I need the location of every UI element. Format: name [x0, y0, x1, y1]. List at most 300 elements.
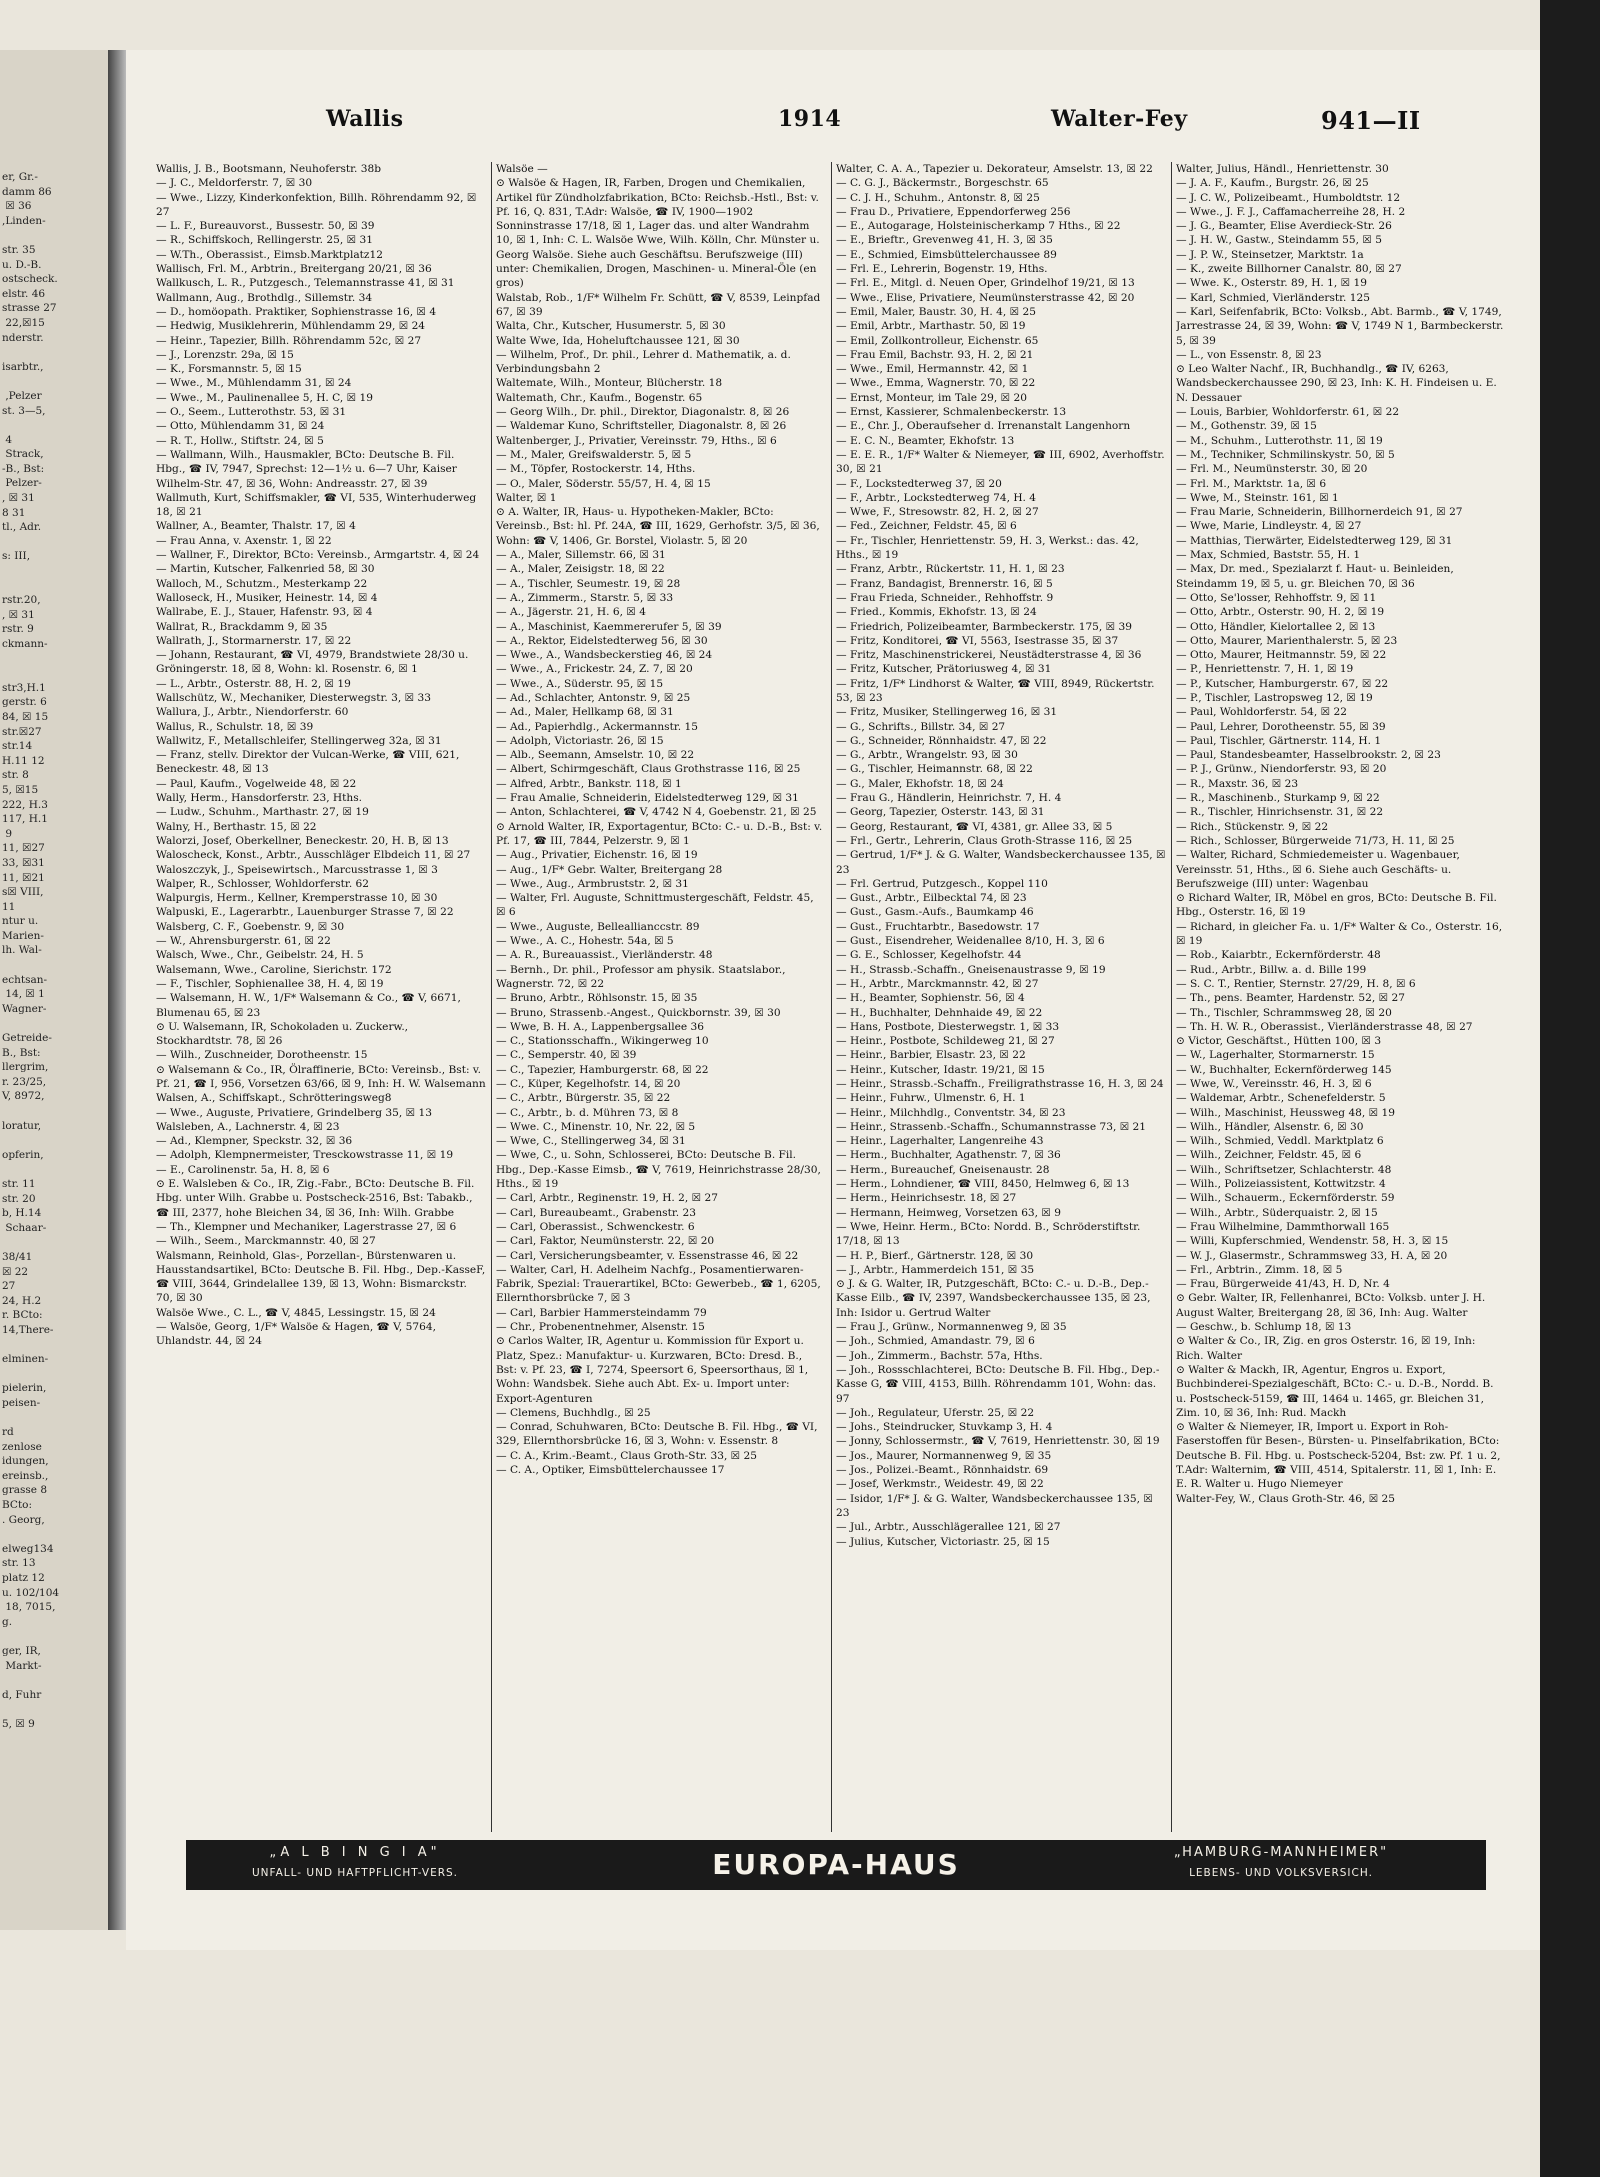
directory-entry: — Wwe, W., Vereinsstr. 46, H. 3, ☒ 6	[1176, 1078, 1372, 1090]
directory-entry: — Frau D., Privatiere, Eppendorferweg 256	[836, 205, 1071, 218]
directory-entry: Walloch, M., Schutzm., Mesterkamp 22	[156, 577, 368, 590]
directory-entry: ⊙ Carlos Walter, IR, Agentur u. Kommission für Export u. Platz, Spez.: Manufaktur- u. Kurzwaren, BCto: Dresd. B., Bst: v. Pf. 23, ☎ I, 7274, Speersort 6, Speersorthaus, ☒ 1, Wohn: Wandsbek. Siehe auch Abt. Ex- u. Import unter: Export-Agenturen	[496, 1335, 809, 1405]
directory-entry: Walny, H., Berthastr. 15, ☒ 22	[156, 820, 317, 833]
directory-entry: — Heinr., Kutscher, Idastr. 19/21, ☒ 15	[836, 1063, 1045, 1076]
directory-entry: — A., Maschinist, Kaemmererufer 5, ☒ 39	[496, 620, 722, 633]
directory-entry: — C. A., Optiker, Eimsbüttelerchaussee 17	[496, 1464, 725, 1477]
directory-entry: — C., Arbtr., Bürgerstr. 35, ☒ 22	[496, 1092, 671, 1105]
ad-albingia-title: „A L B I N G I A"	[269, 1845, 441, 1860]
directory-entry: Walsch, Wwe., Chr., Geibelstr. 24, H. 5	[156, 949, 364, 962]
directory-entry: Walsöe Wwe., C. L., ☎ V, 4845, Lessingstr. 15, ☒ 24	[156, 1306, 436, 1319]
directory-entry: Wallisch, Frl. M., Arbtrin., Breitergang 20/21, ☒ 36	[156, 263, 432, 276]
directory-entry: — H., Buchhalter, Dehnhaide 49, ☒ 22	[836, 1006, 1043, 1019]
directory-entry: — D., homöopath. Praktiker, Sophienstrasse 16, ☒ 4	[156, 305, 437, 318]
directory-entry: — Fritz, Maschinenstrickerei, Neustädterstrasse 4, ☒ 36	[836, 649, 1142, 662]
directory-entry: — Carl, Barbier Hammersteindamm 79	[496, 1306, 707, 1319]
directory-entry: Wallner, A., Beamter, Thalstr. 17, ☒ 4	[156, 520, 356, 533]
column-3	[836, 162, 1166, 1832]
directory-entry: — Otto, Händler, Kielortallee 2, ☒ 13	[1176, 620, 1376, 633]
directory-entry: — Otto, Arbtr., Osterstr. 90, H. 2, ☒ 19	[1176, 606, 1385, 619]
directory-entry: — C., Küper, Kegelhofstr. 14, ☒ 20	[496, 1078, 681, 1090]
header-right: Walter-Fey	[1051, 106, 1188, 132]
directory-entry: — F., Tischler, Sophienallee 38, H. 4, ☒ 19	[156, 977, 384, 990]
directory-entry: — Wwe, Marie, Lindleystr. 4, ☒ 27	[1176, 520, 1362, 533]
directory-entry: Walter, Julius, Händl., Henriettenstr. 30	[1176, 163, 1389, 175]
directory-entry: — Albert, Schirmgeschäft, Claus Grothstrasse 116, ☒ 25	[496, 763, 801, 776]
directory-entry: — Heinr., Milchhdlg., Conventstr. 34, ☒ 23	[836, 1106, 1066, 1119]
directory-entry: ⊙ Gebr. Walter, IR, Fellenhanrei, BCto: Volksb. unter J. H. August Walter, Breitergang 28, ☒ 36, Inh: Aug. Walter	[1176, 1292, 1486, 1319]
directory-entry: — Willi, Kupferschmied, Wendenstr. 58, H. 3, ☒ 15	[1176, 1235, 1449, 1248]
directory-entry: — E., Chr. J., Oberaufseher d. Irrenanstalt Langenhorn	[836, 420, 1131, 433]
directory-entry: — Jos., Maurer, Normannenweg 9, ☒ 35	[836, 1449, 1052, 1462]
directory-entry: — Carl, Oberassist., Schwenckestr. 6	[496, 1220, 695, 1233]
directory-entry: — L. F., Bureauvorst., Bussestr. 50, ☒ 39	[156, 220, 375, 233]
directory-entry: — Frl. E., Lehrerin, Bogenstr. 19, Hths.	[836, 263, 1048, 276]
directory-entry: — Waldemar Kuno, Schriftsteller, Diagonalstr. 8, ☒ 26	[496, 420, 787, 433]
directory-entry: — Paul, Standesbeamter, Hasselbrookstr. 2, ☒ 23	[1176, 749, 1441, 762]
directory-entry: — Wwe., M., Mühlendamm 31, ☒ 24	[156, 377, 352, 390]
directory-page	[126, 50, 1540, 1950]
directory-entry: — Carl, Arbtr., Reginenstr. 19, H. 2, ☒ 27	[496, 1192, 718, 1205]
directory-entry: — K., Forsmannstr. 5, ☒ 15	[156, 363, 302, 376]
directory-entry: — Emil, Zollkontrolleur, Eichenstr. 65	[836, 334, 1039, 347]
directory-entry: — Georg, Restaurant, ☎ VI, 4381, gr. Allee 33, ☒ 5	[836, 820, 1113, 833]
directory-entry: — G., Maler, Ekhofstr. 18, ☒ 24	[836, 777, 1004, 790]
directory-entry: — Wwe., Auguste, Privatiere, Grindelberg 35, ☒ 13	[156, 1106, 432, 1119]
directory-entry: — Joh., Zimmerm., Bachstr. 57a, Hths.	[836, 1349, 1043, 1362]
directory-entry: ⊙ J. & G. Walter, IR, Putzgeschäft, BCto: C.- u. D.-B., Dep.-Kasse Eilb., ☎ IV, 2397, Wandsbeckerchaussee 135, ☒ 23, Inh: Isidor u. Gertrud Walter	[836, 1278, 1151, 1319]
directory-entry: — C. G. J., Bäckermstr., Borgeschstr. 65	[836, 177, 1049, 190]
directory-entry: — G., Schneider, Rönnhaidstr. 47, ☒ 22	[836, 734, 1047, 747]
directory-entry: Wallrabe, E. J., Stauer, Hafenstr. 93, ☒ 4	[156, 606, 373, 619]
directory-entry: Walper, R., Schlosser, Wohldorferstr. 62	[156, 877, 370, 890]
directory-entry: — Wilhelm, Prof., Dr. phil., Lehrer d. Mathematik, a. d. Verbindungsbahn 2	[496, 348, 791, 376]
directory-entry: Walsberg, C. F., Goebenstr. 9, ☒ 30	[156, 920, 345, 933]
directory-entry: — W. J., Glasermstr., Schrammsweg 33, H. A, ☒ 20	[1176, 1249, 1448, 1262]
directory-entry: — Frl., Arbtrin., Zimm. 18, ☒ 5	[1176, 1263, 1343, 1276]
directory-entry: — Wilh., Arbtr., Süderquaistr. 2, ☒ 15	[1176, 1206, 1378, 1219]
directory-entry: — E., Autogarage, Holsteinischerkamp 7 Hths., ☒ 22	[836, 220, 1121, 233]
directory-entry: — Heinr., Postbote, Schildeweg 21, ☒ 27	[836, 1035, 1055, 1048]
directory-entry: — Isidor, 1/F* J. & G. Walter, Wandsbeckerchaussee 135, ☒ 23	[836, 1492, 1153, 1519]
directory-entry: — R. T., Hollw., Stiftstr. 24, ☒ 5	[156, 434, 324, 447]
column-2	[496, 162, 826, 1832]
directory-entry: — Louis, Barbier, Wohldorferstr. 61, ☒ 22	[1176, 406, 1400, 419]
directory-entry: — R., Tischler, Hinrichsenstr. 31, ☒ 22	[1176, 806, 1384, 819]
directory-entry: — A., Maler, Sillemstr. 66, ☒ 31	[496, 549, 666, 562]
directory-entry: — Heinr., Tapezier, Billh. Röhrendamm 52c, ☒ 27	[156, 334, 422, 347]
directory-entry: — M., Techniker, Schmilinskystr. 50, ☒ 5	[1176, 448, 1395, 461]
directory-entry: — Wwe, B. H. A., Lappenbergsallee 36	[496, 1020, 704, 1033]
directory-entry: — E. C. N., Beamter, Ekhofstr. 13	[836, 434, 1015, 447]
directory-entry: — Wwe., A. C., Hohestr. 54a, ☒ 5	[496, 935, 674, 948]
directory-entry: — J., Lorenzstr. 29a, ☒ 15	[156, 348, 294, 361]
directory-entry: — Gust., Arbtr., Eilbecktal 74, ☒ 23	[836, 892, 1027, 905]
directory-entry: — J. H. W., Gastw., Steindamm 55, ☒ 5	[1176, 234, 1382, 247]
directory-entry: — Georg Wilh., Dr. phil., Direktor, Diagonalstr. 8, ☒ 26	[496, 406, 790, 419]
directory-entry: — Wwe. K., Osterstr. 89, H. 1, ☒ 19	[1176, 277, 1367, 290]
directory-entry: — Hermann, Heimweg, Vorsetzen 63, ☒ 9	[836, 1206, 1062, 1219]
directory-entry: — Frau Emil, Bachstr. 93, H. 2, ☒ 21	[836, 348, 1034, 361]
directory-entry: — H., Arbtr., Marckmannstr. 42, ☒ 27	[836, 977, 1039, 990]
directory-entry: — Heinr., Fuhrw., Ulmenstr. 6, H. 1	[836, 1092, 1026, 1105]
directory-entry: — L., von Essenstr. 8, ☒ 23	[1176, 348, 1322, 361]
directory-entry: — Wilh., Maschinist, Heussweg 48, ☒ 19	[1176, 1106, 1395, 1119]
directory-entry: Walsmann, Reinhold, Glas-, Porzellan-, Bürstenwaren u. Hausstandsartikel, BCto: Deutsche B. Fil. Hbg., Dep.-KasseF, ☎ VIII, 3644, Grindelallee 139, ☒ 13, Wohn: Bismarckstr. 70, ☒ 30	[156, 1249, 486, 1305]
directory-entry: — J. A. F., Kaufm., Burgstr. 26, ☒ 25	[1176, 177, 1369, 190]
directory-entry: — Friedrich, Polizeibeamter, Barmbeckerstr. 175, ☒ 39	[836, 620, 1132, 633]
directory-entry: — A., Zimmerm., Starstr. 5, ☒ 33	[496, 591, 674, 604]
directory-entry: — E., Brieftr., Grevenweg 41, H. 3, ☒ 35	[836, 234, 1053, 247]
directory-entry: Wallmann, Aug., Brothdlg., Sillemstr. 34	[156, 291, 373, 304]
directory-entry: — Wwe., Elise, Privatiere, Neumünsterstrasse 42, ☒ 20	[836, 291, 1135, 304]
directory-entry: — Anton, Schlachterei, ☎ V, 4742 N 4, Goebenstr. 21, ☒ 25	[496, 806, 817, 819]
directory-entry: — C., Stationsschaffn., Wikingerweg 10	[496, 1035, 709, 1048]
directory-entry: — Walter, Frl. Auguste, Schnittmustergeschäft, Feldstr. 45, ☒ 6	[496, 892, 814, 919]
directory-entry: Waltemath, Chr., Kaufm., Bogenstr. 65	[496, 391, 703, 404]
directory-entry: — H. P., Bierf., Gärtnerstr. 128, ☒ 30	[836, 1249, 1034, 1262]
directory-entry: — Joh., Regulateur, Uferstr. 25, ☒ 22	[836, 1406, 1035, 1419]
directory-entry: — J., Arbtr., Hammerdeich 151, ☒ 35	[836, 1263, 1035, 1276]
directory-entry: — Josef, Werkmstr., Weidestr. 49, ☒ 22	[836, 1478, 1044, 1491]
directory-entry: — A., Rektor, Eidelstedterweg 56, ☒ 30	[496, 634, 708, 647]
directory-entry: — Franz, Arbtr., Rückertstr. 11, H. 1, ☒ 23	[836, 563, 1065, 576]
directory-entry: — G., Tischler, Heimannstr. 68, ☒ 22	[836, 763, 1033, 776]
directory-entry: ⊙ Walsöe & Hagen, IR, Farben, Drogen und Chemikalien, Artikel für Zündholzfabrikation, BCto: Reichsb.-Hstl., Bst: v. Pf. 16, Q. 831, T.Adr: Walsöe, ☎ IV, 1900—1902 Sonninstrasse 17/18, ☒ 1, Lager das. und alter Wandrahm 10, ☒ 1, Inh: C. L. Walsöe Wwe, Wilh. Kölln, Chr. Münster u. Georg Walsöe. Siehe auch Geschäftsu. Berufszweige (III) unter: Chemikalien, Drogen, Maschinen- u. Mineral-Öle (en gros)	[496, 177, 820, 290]
directory-entry: — Aug., Privatier, Eichenstr. 16, ☒ 19	[496, 849, 698, 862]
directory-entry: — W., Ahrensburgerstr. 61, ☒ 22	[156, 935, 331, 948]
directory-entry: ⊙ Arnold Walter, IR, Exportagentur, BCto: C.- u. D.-B., Bst: v. Pf. 17, ☎ III, 7844, Pelzerstr. 9, ☒ 1	[496, 820, 823, 847]
directory-entry: — Otto, Mühlendamm 31, ☒ 24	[156, 420, 325, 433]
directory-entry: — C., Arbtr., b. d. Mühren 73, ☒ 8	[496, 1106, 679, 1119]
directory-entry: — W., Buchhalter, Eckernförderweg 145	[1176, 1063, 1392, 1076]
directory-entry: — Paul, Wohldorferstr. 54, ☒ 22	[1176, 706, 1347, 719]
directory-entry: — Wilh., Schauerm., Eckernförderstr. 59	[1176, 1192, 1395, 1205]
directory-entry: — Otto, Se'losser, Rehhoffstr. 9, ☒ 11	[1176, 591, 1377, 604]
directory-entry: — P. J., Grünw., Niendorferstr. 93, ☒ 20	[1176, 763, 1387, 776]
directory-entry: — Frau Anna, v. Axenstr. 1, ☒ 22	[156, 534, 332, 547]
directory-entry: — Johann, Restaurant, ☎ VI, 4979, Brandstwiete 28/30 u. Gröningerstr. 18, ☒ 8, Wohn: kl. Rosenstr. 6, ☒ 1	[156, 649, 469, 676]
directory-entry: — Wwe. C., Minenstr. 10, Nr. 22, ☒ 5	[496, 1120, 696, 1133]
directory-entry: — Herm., Bureauchef, Gneisenaustr. 28	[836, 1163, 1050, 1176]
directory-entry: ⊙ E. Walsleben & Co., IR, Zig.-Fabr., BCto: Deutsche B. Fil. Hbg. unter Wilh. Grabbe u. Postscheck-2516, Bst: Tabakb., ☎ III, 2377, hohe Bleichen 34, ☒ 36, Inh: Wilh. Grabbe	[156, 1178, 475, 1219]
directory-entry: — Frau Marie, Schneiderin, Billhornerdeich 91, ☒ 27	[1176, 506, 1463, 519]
directory-entry: — G., Schrifts., Billstr. 34, ☒ 27	[836, 720, 1006, 733]
directory-entry: Wallschütz, W., Mechaniker, Diesterwegstr. 3, ☒ 33	[156, 691, 431, 704]
directory-entry: — Franz, Bandagist, Brennerstr. 16, ☒ 5	[836, 577, 1053, 590]
left-page-text: er, Gr.- damm 86 ☒ 36 ,Linden- str. 35 u. D.-B. ostscheck. elstr. 46 strasse 27 22,☒15 nderstr. isarbtr., ,Pelzer st. 3—5, 4 Strack, -B., Bst: Pelzer- , ☒ 31 8 31 tl., Adr. s: III, rstr.20, , ☒ 31 rstr. 9 ckmann- str3,H.1 gerstr. 6 84, ☒ 15 str.☒27 str.14 H.11 12 str. 8 5, ☒15 222, H.3 117, H.1 9 11, ☒27 33, ☒31 11, ☒21 s☒ VIII, 11 ntur u. Marien- lh. Wal- echtsan- 14, ☒ 1 Wagner- Getreide- B., Bst: llergrim, r. 23/25, V, 8972, loratur, opferin, str. 11 str. 20 b, H.14 Schaar- 38/41 ☒ 22 27 24, H.2 r. BCto: 14,There- elminen- pielerin, peisen- rd zenlose idungen, ereinsb., grasse 8 BCto: . Georg, elweg134 str. 13 platz 12 u. 102/104 18, 7015, g. ger, IR, Markt- d, Fuhr 5, ☒ 9	[2, 171, 60, 1730]
directory-entry: — Fritz, Konditorei, ☎ VI, 5563, Isestrasse 35, ☒ 37	[836, 634, 1119, 647]
directory-entry: — Th. H. W. R., Oberassist., Vierländerstrasse 48, ☒ 27	[1176, 1020, 1473, 1033]
directory-entry: Walsemann, Wwe., Caroline, Sierichstr. 172	[156, 963, 392, 976]
directory-entry: — Bruno, Strassenb.-Angest., Quickbornstr. 39, ☒ 30	[496, 1006, 781, 1019]
directory-entry: Wallis, J. B., Bootsmann, Neuhoferstr. 38b	[156, 163, 382, 175]
directory-entry: — Wwe, Heinr. Herm., BCto: Nordd. B., Schröderstiftstr. 17/18, ☒ 13	[836, 1220, 1141, 1248]
directory-entry: — Wallner, F., Direktor, BCto: Vereinsb., Armgartstr. 4, ☒ 24	[156, 549, 480, 562]
directory-entry: — F., Arbtr., Lockstedterweg 74, H. 4	[836, 491, 1037, 504]
directory-entry: — Bernh., Dr. phil., Professor am physik. Staatslabor., Wagnerstr. 72, ☒ 22	[496, 963, 786, 990]
directory-entry: Walte Wwe, Ida, Hoheluftchaussee 121, ☒ 30	[496, 334, 740, 347]
directory-entry: — Frau Frieda, Schneider., Rehhoffstr. 9	[836, 591, 1054, 604]
directory-entry: — Ludw., Schuhm., Marthastr. 27, ☒ 19	[156, 806, 369, 819]
ad-europa-haus: EUROPA-HAUS	[712, 1848, 960, 1881]
directory-entry: — L., Arbtr., Osterstr. 88, H. 2, ☒ 19	[156, 677, 351, 690]
directory-entry: — Wwe, F., Stresowstr. 82, H. 2, ☒ 27	[836, 506, 1039, 519]
directory-entry: — C., Semperstr. 40, ☒ 39	[496, 1049, 637, 1062]
directory-entry: — Adolph, Klempnermeister, Tresckowstrasse 11, ☒ 19	[156, 1149, 454, 1162]
directory-entry: — Wwe., J. F. J., Caffamacherreihe 28, H. 2	[1176, 205, 1406, 218]
directory-entry: — Karl, Schmied, Vierländerstr. 125	[1176, 291, 1370, 304]
directory-entry: — C., Tapezier, Hamburgerstr. 68, ☒ 22	[496, 1063, 709, 1076]
directory-entry: — Th., Tischler, Schrammsweg 28, ☒ 20	[1176, 1006, 1392, 1019]
directory-entry: — G., Arbtr., Wrangelstr. 93, ☒ 30	[836, 749, 1018, 762]
directory-entry: — Paul, Tischler, Gärtnerstr. 114, H. 1	[1176, 734, 1382, 747]
directory-entry: — H., Strassb.-Schaffn., Gneisenaustrasse 9, ☒ 19	[836, 963, 1106, 976]
directory-entry: — Wwe., A., Wandsbeckerstieg 46, ☒ 24	[496, 649, 713, 662]
directory-entry: — Frl. M., Marktstr. 1a, ☒ 6	[1176, 477, 1327, 490]
directory-entry: — Karl, Seifenfabrik, BCto: Volksb., Abt. Barmb., ☎ V, 1749, Jarrestrasse 24, ☒ 39, Wohn: ☎ V, 1749 N 1, Barmbeckerstr. 5, ☒ 39	[1176, 305, 1504, 347]
directory-entry: Walsleben, A., Lachnerstr. 4, ☒ 23	[156, 1120, 340, 1133]
directory-entry: — Ad., Klempner, Speckstr. 32, ☒ 36	[156, 1135, 353, 1148]
directory-entry: — Ad., Schlachter, Antonstr. 9, ☒ 25	[496, 691, 691, 704]
directory-entry: — E. E. R., 1/F* Walter & Niemeyer, ☎ III, 6902, Averhoffstr. 30, ☒ 21	[836, 448, 1165, 476]
directory-entry: — Wwe, C., u. Sohn, Schlosserei, BCto: Deutsche B. Fil. Hbg., Dep.-Kasse Eimsb., ☎ V, 7619, Heinrichstrasse 28/30, Hths., ☒ 19	[496, 1149, 821, 1191]
directory-entry: ⊙ Leo Walter Nachf., IR, Buchhandlg., ☎ IV, 6263, Wandsbeckerchaussee 290, ☒ 23, Inh: K. H. Findeisen u. E. N. Dessauer	[1176, 363, 1497, 404]
directory-entry: — Heinr., Strassb.-Schaffn., Freiligrathstrasse 16, H. 3, ☒ 24	[836, 1078, 1164, 1090]
directory-entry: — Ad., Maler, Hellkamp 68, ☒ 31	[496, 706, 674, 719]
directory-columns	[156, 162, 1516, 1832]
directory-entry: — Alb., Seemann, Amselstr. 10, ☒ 22	[496, 749, 695, 762]
directory-entry: — Gust., Eisendreher, Weidenallee 8/10, H. 3, ☒ 6	[836, 935, 1105, 948]
directory-entry: — J. G., Beamter, Elise Averdieck-Str. 26	[1176, 220, 1392, 233]
directory-entry: — Frau Amalie, Schneiderin, Eidelstedterweg 129, ☒ 31	[496, 792, 799, 805]
directory-entry: — Rich., Stückenstr. 9, ☒ 22	[1176, 820, 1329, 833]
directory-entry: — Jos., Polizei.-Beamt., Rönnhaidstr. 69	[836, 1464, 1049, 1477]
directory-entry: — Herm., Buchhalter, Agathenstr. 7, ☒ 36	[836, 1149, 1061, 1162]
directory-entry: — R., Maschinenb., Sturkamp 9, ☒ 22	[1176, 792, 1380, 805]
directory-entry: — Wilh., Zeichner, Feldstr. 45, ☒ 6	[1176, 1149, 1362, 1162]
directory-entry: — Carl, Versicherungsbeamter, v. Essenstrasse 46, ☒ 22	[496, 1249, 799, 1262]
directory-entry: — M., Töpfer, Rostockerstr. 14, Hths.	[496, 463, 696, 476]
directory-entry: — Joh., Schmied, Amandastr. 79, ☒ 6	[836, 1335, 1035, 1348]
directory-entry: Waltemate, Wilh., Monteur, Blücherstr. 18	[496, 377, 723, 390]
directory-entry: ⊙ Walter & Niemeyer, IR, Import u. Export in Roh-Faserstoffen für Besen-, Bürsten- u. Pinselfabrikation, BCto: Deutsche B. Fil. Hbg. u. Postscheck-5204, Bst: zw. Pf. 1 u. 2, T.Adr: Walternim, ☎ VIII, 4514, Spitalerstr. 11, ☒ 1, Inh: E. E. R. Walter u. Hugo Niemeyer	[1176, 1421, 1501, 1491]
directory-entry: — Richard, in gleicher Fa. u. 1/F* Walter & Co., Osterstr. 16, ☒ 19	[1176, 920, 1503, 948]
directory-entry: — Carl, Faktor, Neumünsterstr. 22, ☒ 20	[496, 1235, 715, 1248]
directory-entry: — Conrad, Schuhwaren, BCto: Deutsche B. Fil. Hbg., ☎ VI, 329, Ellernthorsbrücke 16, ☒ 3, Wohn: v. Essenstr. 8	[496, 1421, 818, 1448]
directory-entry: — Fritz, Kutscher, Prätoriusweg 4, ☒ 31	[836, 663, 1052, 676]
directory-entry: Walta, Chr., Kutscher, Husumerstr. 5, ☒ 30	[496, 320, 726, 333]
directory-entry: — Walter, Richard, Schmiedemeister u. Wagenbauer, Vereinsstr. 51, Hths., ☒ 6. Siehe auch Geschäfts- u. Berufszweige (III) unter: Wagenbau	[1176, 849, 1460, 890]
directory-entry: Wallus, R., Schulstr. 18, ☒ 39	[156, 720, 314, 733]
directory-entry: — Jonny, Schlossermstr., ☎ V, 7619, Henriettenstr. 30, ☒ 19	[836, 1435, 1160, 1448]
advertisement-banner	[186, 1840, 1486, 1890]
directory-entry: — S. C. T., Rentier, Sternstr. 27/29, H. 8, ☒ 6	[1176, 977, 1416, 990]
column-4	[1176, 162, 1506, 1832]
directory-entry: — M., Gothenstr. 39, ☒ 15	[1176, 420, 1317, 433]
directory-entry: Walsen, A., Schiffskapt., Schrötteringsweg8	[156, 1092, 392, 1105]
directory-entry: — Frau Wilhelmine, Dammthorwall 165	[1176, 1220, 1390, 1233]
directory-entry: — A., Maler, Zeisigstr. 18, ☒ 22	[496, 563, 665, 576]
ad-albingia-sub: UNFALL- UND HAFTPFLICHT-VERS.	[251, 1867, 459, 1879]
directory-entry: — Wallmann, Wilh., Hausmakler, BCto: Deutsche B. Fil. Hbg., ☎ IV, 7947, Sprechst: 12—1½ u. 6—7 Uhr, Kaiser Wilhelm-Str. 47, ☒ 36, Wohn: Andreasstr. 27, ☒ 39	[156, 448, 457, 490]
page-number: 941—II	[1321, 106, 1421, 135]
directory-entry: — W., Lagerhalter, Stormarnerstr. 15	[1176, 1049, 1375, 1062]
directory-entry: — Ernst, Monteur, im Tale 29, ☒ 20	[836, 391, 1027, 404]
directory-entry: — Frau G., Händlerin, Heinrichstr. 7, H. 4	[836, 792, 1062, 805]
directory-entry: Walter, ☒ 1	[496, 491, 557, 504]
directory-entry: — Walsöe, Georg, 1/F* Walsöe & Hagen, ☎ V, 5764, Uhlandstr. 44, ☒ 24	[156, 1321, 436, 1348]
directory-entry: — M., Maler, Greifswalderstr. 5, ☒ 5	[496, 448, 692, 461]
directory-entry: — Frl. M., Neumünsterstr. 30, ☒ 20	[1176, 463, 1368, 476]
directory-entry: — Joh., Rossschlachterei, BCto: Deutsche B. Fil. Hbg., Dep.-Kasse G, ☎ VIII, 4153, Billh. Röhrendamm 101, Wohn: das. 97	[836, 1363, 1160, 1405]
directory-entry: — J. P. W., Steinsetzer, Marktstr. 1a	[1176, 248, 1364, 261]
directory-entry: ⊙ Walsemann & Co., IR, Ölraffinerie, BCto: Vereinsb., Bst: v. Pf. 21, ☎ I, 956, Vorsetzen 63/66, ☒ 9, Inh: H. W. Walsemann	[156, 1063, 486, 1090]
directory-entry: — O., Maler, Söderstr. 55/57, H. 4, ☒ 15	[496, 477, 711, 490]
directory-entry: — P., Henriettenstr. 7, H. 1, ☒ 19	[1176, 663, 1354, 676]
directory-entry: — K., zweite Billhorner Canalstr. 80, ☒ 27	[1176, 263, 1402, 276]
directory-entry: — Wwe., Aug., Armbruststr. 2, ☒ 31	[496, 877, 689, 890]
directory-entry: — J. C. W., Polizeibeamt., Humboldtstr. 12	[1176, 191, 1401, 204]
directory-entry: — Walter, Carl, H. Adelheim Nachfg., Posamentierwaren-Fabrik, Spezial: Trauerartikel, BCto: Gewerbeb., ☎ 1, 6205, Ellernthorsbrücke 7, ☒ 3	[496, 1263, 821, 1305]
directory-entry: — Herm., Lohndiener, ☎ VIII, 8450, Helmweg 6, ☒ 13	[836, 1178, 1130, 1191]
directory-entry: — Frau, Bürgerweide 41/43, H. D, Nr. 4	[1176, 1278, 1390, 1291]
directory-entry: — Wilh., Seem., Marckmannstr. 40, ☒ 27	[156, 1235, 376, 1248]
directory-entry: — Wilh., Händler, Alsenstr. 6, ☒ 30	[1176, 1120, 1364, 1133]
directory-entry: — W.Th., Oberassist., Eimsb.Marktplatz12	[156, 248, 383, 261]
book-gutter	[108, 50, 126, 1930]
directory-entry: — Wwe., Emma, Wagnerstr. 70, ☒ 22	[836, 377, 1036, 390]
directory-entry: — P., Kutscher, Hamburgerstr. 67, ☒ 22	[1176, 677, 1389, 690]
directory-entry: — Hans, Postbote, Diesterwegstr. 1, ☒ 33	[836, 1020, 1060, 1033]
directory-entry: — Franz, stellv. Direktor der Vulcan-Werke, ☎ VIII, 621, Beneckestr. 48, ☒ 13	[156, 749, 460, 776]
directory-entry: — G. E., Schlosser, Kegelhofstr. 44	[836, 949, 1022, 962]
directory-entry: — Fed., Zeichner, Feldstr. 45, ☒ 6	[836, 520, 1017, 533]
directory-entry: — Fritz, 1/F* Lindhorst & Walter, ☎ VIII, 8949, Rückertstr. 53, ☒ 23	[836, 677, 1155, 704]
directory-entry: — C. J. H., Schuhm., Antonstr. 8, ☒ 25	[836, 191, 1040, 204]
directory-entry: Wallura, J., Arbtr., Niendorferstr. 60	[156, 706, 349, 719]
page-header	[126, 106, 1540, 146]
directory-entry: — Gust., Gasm.-Aufs., Baumkamp 46	[836, 906, 1034, 919]
directory-entry: — Wwe., Emil, Hermannstr. 42, ☒ 1	[836, 363, 1029, 376]
directory-entry: Walter-Fey, W., Claus Groth-Str. 46, ☒ 25	[1176, 1492, 1396, 1505]
directory-entry: — Jul., Arbtr., Ausschlägerallee 121, ☒ 27	[836, 1521, 1061, 1534]
directory-entry: — Heinr., Barbier, Elsastr. 23, ☒ 22	[836, 1049, 1026, 1062]
directory-entry: Walstab, Rob., 1/F* Wilhelm Fr. Schütt, ☎ V, 8539, Leinpfad 67, ☒ 39	[496, 291, 821, 318]
directory-entry: ⊙ Victor, Geschäftst., Hütten 100, ☒ 3	[1176, 1035, 1382, 1048]
directory-entry: — P., Tischler, Lastropsweg 12, ☒ 19	[1176, 691, 1373, 704]
directory-entry: — C. A., Krim.-Beamt., Claus Groth-Str. 33, ☒ 25	[496, 1449, 758, 1462]
column-1	[156, 162, 486, 1832]
directory-entry: — Rob., Kaiarbtr., Eckernförderstr. 48	[1176, 949, 1381, 962]
directory-entry: — Heinr., Strassenb.-Schaffn., Schumannstrasse 73, ☒ 21	[836, 1120, 1147, 1133]
directory-entry: — Emil, Maler, Baustr. 30, H. 4, ☒ 25	[836, 305, 1036, 318]
directory-entry: — Geschw., b. Schlump 18, ☒ 13	[1176, 1321, 1352, 1334]
directory-entry: — Fritz, Musiker, Stellingerweg 16, ☒ 31	[836, 706, 1058, 719]
directory-entry: — Aug., 1/F* Gebr. Walter, Breitergang 28	[496, 863, 723, 876]
directory-entry: Walorzi, Josef, Oberkellner, Beneckestr. 20, H. B, ☒ 13	[156, 834, 449, 847]
directory-entry: Wallwitz, F., Metallschleifer, Stellingerweg 32a, ☒ 31	[156, 734, 442, 747]
directory-entry: Walpurgis, Herm., Kellner, Kremperstrasse 10, ☒ 30	[156, 892, 438, 905]
directory-entry: — Wilh., Zuschneider, Dorotheenstr. 15	[156, 1049, 368, 1062]
directory-entry: — Georg, Tapezier, Osterstr. 143, ☒ 31	[836, 806, 1045, 819]
directory-entry: ⊙ U. Walsemann, IR, Schokoladen u. Zuckerw., Stockhardtstr. 78, ☒ 26	[156, 1020, 409, 1048]
directory-entry: Wallrath, J., Stormarnerstr. 17, ☒ 22	[156, 634, 352, 647]
directory-entry: — Frl. E., Mitgl. d. Neuen Oper, Grindelhof 19/21, ☒ 13	[836, 277, 1135, 290]
directory-entry: — R., Schiffskoch, Rellingerstr. 25, ☒ 31	[156, 234, 373, 247]
directory-entry: — Wilh., Schriftsetzer, Schlachterstr. 48	[1176, 1163, 1392, 1176]
directory-entry: — Julius, Kutscher, Victoriastr. 25, ☒ 15	[836, 1535, 1050, 1548]
directory-entry: Walsöe —	[496, 163, 548, 175]
directory-entry: — Carl, Bureaubeamt., Grabenstr. 23	[496, 1206, 696, 1219]
directory-entry: — O., Seem., Lutterothstr. 53, ☒ 31	[156, 406, 347, 419]
directory-entry: — Gust., Fruchtarbtr., Basedowstr. 17	[836, 920, 1040, 933]
directory-entry: Waloscheck, Konst., Arbtr., Ausschläger Elbdeich 11, ☒ 27	[156, 849, 471, 862]
directory-entry: — Ad., Papierhdlg., Ackermannstr. 15	[496, 720, 698, 733]
directory-entry: — Gertrud, 1/F* J. & G. Walter, Wandsbeckerchaussee 135, ☒ 23	[836, 849, 1166, 876]
directory-entry: — Paul, Kaufm., Vogelweide 48, ☒ 22	[156, 777, 357, 790]
directory-entry: — Chr., Probenentnehmer, Alsenstr. 15	[496, 1321, 705, 1334]
directory-entry: — Walsemann, H. W., 1/F* Walsemann & Co., ☎ V, 6671, Blumenau 65, ☒ 23	[156, 992, 461, 1019]
directory-entry: — Wilh., Schmied, Veddl. Marktplatz 6	[1176, 1135, 1384, 1148]
directory-entry: — Bruno, Arbtr., Röhlsonstr. 15, ☒ 35	[496, 992, 698, 1005]
directory-entry: Wallkusch, L. R., Putzgesch., Telemannstrasse 41, ☒ 31	[156, 277, 455, 290]
directory-entry: — Emil, Arbtr., Marthastr. 50, ☒ 19	[836, 320, 1026, 333]
right-scan-border	[1540, 0, 1600, 2177]
directory-entry: — Wwe., Lizzy, Kinderkonfektion, Billh. Röhrendamm 92, ☒ 27	[156, 191, 477, 218]
directory-entry: — J. C., Meldorferstr. 7, ☒ 30	[156, 177, 313, 190]
directory-entry: — Fried., Kommis, Ekhofstr. 13, ☒ 24	[836, 606, 1037, 619]
ad-hamburg-mannheimer-title: „HAMBURG-MANNHEIMER"	[1173, 1845, 1389, 1860]
directory-entry: — Frl. Gertrud, Putzgesch., Koppel 110	[836, 877, 1048, 890]
directory-entry: — Wilh., Polizeiassistent, Kottwitzstr. 4	[1176, 1178, 1386, 1191]
directory-entry: Walter, C. A. A., Tapezier u. Dekorateur, Amselstr. 13, ☒ 22	[836, 163, 1153, 175]
directory-entry: — Heinr., Lagerhalter, Langenreihe 43	[836, 1135, 1044, 1148]
directory-entry: — Matthias, Tierwärter, Eidelstedterweg 129, ☒ 31	[1176, 534, 1453, 547]
directory-entry: — Otto, Maurer, Heitmannstr. 59, ☒ 22	[1176, 649, 1387, 662]
left-page-fragment	[0, 50, 111, 1930]
directory-entry: — E., Carolinenstr. 5a, H. 8, ☒ 6	[156, 1163, 330, 1176]
directory-entry: — Frl., Gertr., Lehrerin, Claus Groth-Strasse 116, ☒ 25	[836, 834, 1133, 847]
directory-entry: — Herm., Heinrichsestr. 18, ☒ 27	[836, 1192, 1017, 1205]
directory-entry: Walloseck, H., Musiker, Heinestr. 14, ☒ 4	[156, 591, 378, 604]
directory-entry: Waloszczyk, J., Speisewirtsch., Marcusstrasse 1, ☒ 3	[156, 863, 438, 876]
directory-entry: ⊙ Richard Walter, IR, Möbel en gros, BCto: Deutsche B. Fil. Hbg., Osterstr. 16, ☒ 19	[1176, 892, 1497, 919]
directory-entry: — R., Maxstr. 36, ☒ 23	[1176, 777, 1299, 790]
directory-entry: Waltenberger, J., Privatier, Vereinsstr. 79, Hths., ☒ 6	[496, 434, 777, 447]
directory-entry: — Fr., Tischler, Henriettenstr. 59, H. 3, Werkst.: das. 42, Hths., ☒ 19	[836, 534, 1139, 562]
directory-entry: — A., Jägerstr. 21, H. 6, ☒ 4	[496, 606, 646, 619]
directory-entry: — Martin, Kutscher, Falkenried 58, ☒ 30	[156, 563, 375, 576]
directory-entry: — Wwe., Auguste, Belleallianccstr. 89	[496, 920, 700, 933]
directory-entry: — Ernst, Kassierer, Schmalenbeckerstr. 13	[836, 406, 1067, 419]
directory-entry: — Clemens, Buchhdlg., ☒ 25	[496, 1406, 651, 1419]
directory-entry: Wallrat, R., Brackdamm 9, ☒ 35	[156, 620, 328, 633]
directory-entry: — A. R., Bureauassist., Vierländerstr. 48	[496, 949, 713, 962]
directory-entry: — A., Tischler, Seumestr. 19, ☒ 28	[496, 577, 681, 590]
directory-entry: — Hedwig, Musiklehrerin, Mühlendamm 29, ☒ 24	[156, 320, 426, 333]
directory-entry: — Otto, Maurer, Marienthalerstr. 5, ☒ 23	[1176, 634, 1398, 647]
header-year: 1914	[778, 106, 842, 132]
directory-entry: Walpuski, E., Lagerarbtr., Lauenburger Strasse 7, ☒ 22	[156, 906, 454, 919]
directory-entry: ⊙ Walter & Mackh, IR, Agentur, Engros u. Export, Buchbinderei-Spezialgeschäft, BCto: C.- u. D.-B., Nordd. B. u. Postscheck-5159, ☎ III, 1464 u. 1465, gr. Bleichen 31, Zim. 10, ☒ 36, Inh: Rud. Mackh	[1176, 1363, 1494, 1419]
directory-entry: — E., Schmied, Eimsbüttelerchaussee 89	[836, 248, 1057, 261]
directory-entry: — Rud., Arbtr., Billw. a. d. Bille 199	[1176, 963, 1367, 976]
ad-hamburg-mannheimer-sub: LEBENS- UND VOLKSVERSICH.	[1189, 1867, 1373, 1879]
directory-entry: — Wwe, C., Stellingerweg 34, ☒ 31	[496, 1135, 686, 1148]
directory-entry: — Wwe., A., Süderstr. 95, ☒ 15	[496, 677, 664, 690]
directory-entry: — Frau J., Grünw., Normannenweg 9, ☒ 35	[836, 1321, 1067, 1334]
